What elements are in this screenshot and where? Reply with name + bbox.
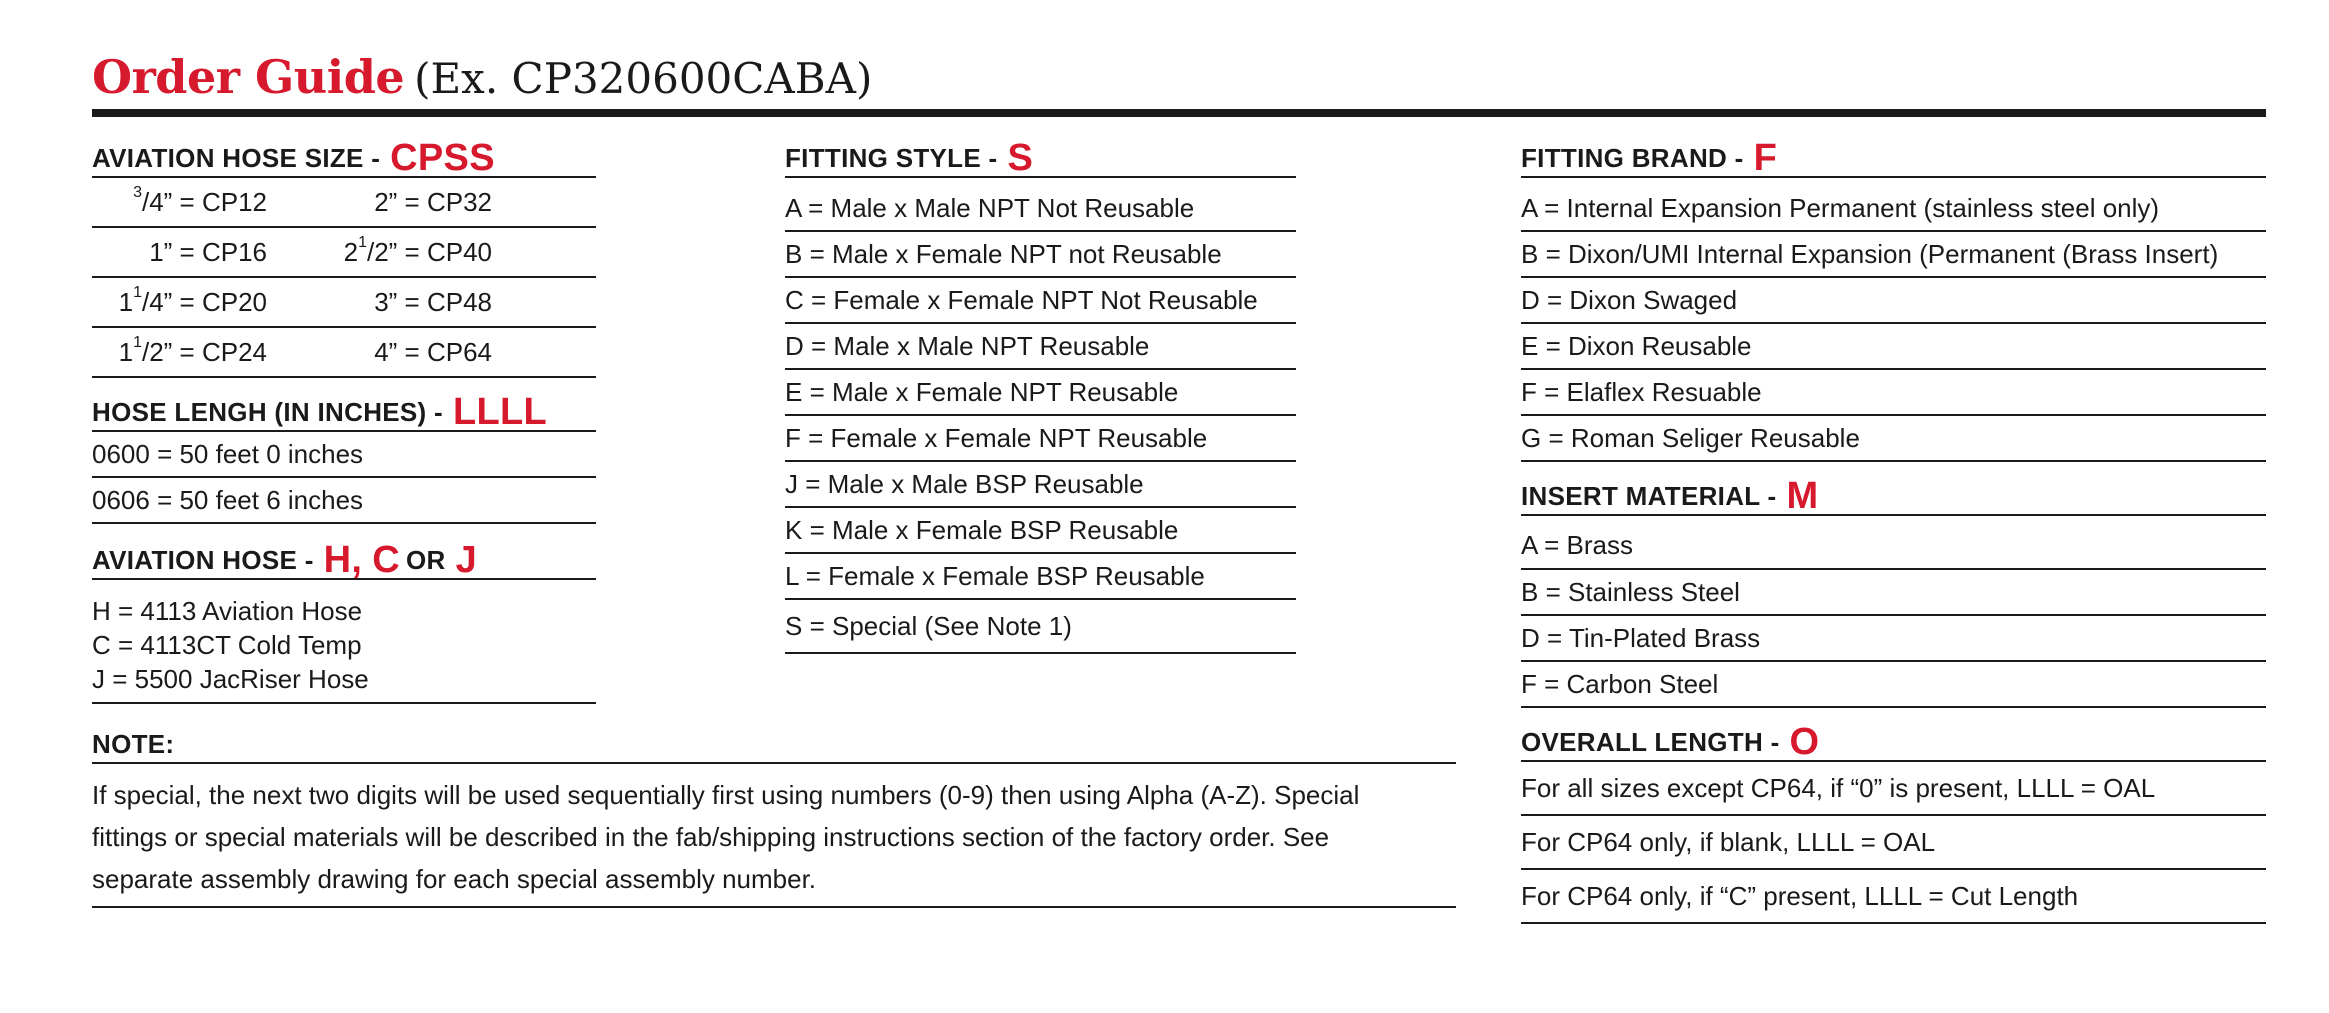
hose-item: H = 4113 Aviation Hose [92,596,363,626]
brand-row: G = Roman Seliger Reusable [1521,416,2266,462]
insert-row: B = Stainless Steel [1521,570,2266,616]
style-row: E = Male x Female NPT Reusable [785,370,1296,416]
insert-row: F = Carbon Steel [1521,662,2266,708]
insert-row: D = Tin-Plated Brass [1521,616,2266,662]
size-table [92,178,596,378]
size-row [92,228,596,278]
size-cell: $^3$/4” = CP12 [133,183,267,217]
size-row [92,328,596,378]
size-code: CPSS [390,137,495,179]
overall-row: For CP64 only, if blank, LLLL = OAL [1521,816,2266,870]
note-section [92,718,1456,908]
size-cell: 3” = CP48 [374,286,492,317]
title-divider [92,109,2266,117]
hose-code-h: H [323,539,352,581]
size-cell: $2^1/2$” = CP40 [343,233,492,267]
insert-row: A = Brass [1521,516,2266,570]
size-row [92,278,596,328]
title-example: (Ex. CP320600CABA) [414,54,873,103]
style-row: F = Female x Female NPT Reusable [785,416,1296,462]
note-heading: NOTE: [92,718,1456,764]
brand-code: F [1753,137,1778,179]
length-heading [92,378,596,432]
insert-code: M [1786,475,1819,517]
hose-heading [92,524,596,580]
style-section [785,128,1296,654]
size-cell: 4” = CP64 [374,336,492,367]
brand-row: D = Dixon Swaged [1521,278,2266,324]
hose-item: J = 5500 JacRiser Hose [92,664,369,694]
brand-row: B = Dixon/UMI Internal Expansion (Permanent (Brass Insert) [1521,232,2266,278]
length-heading-label: HOSE LENGH (IN INCHES) - [92,397,443,427]
hose-or: OR [406,545,446,575]
overall-row: For all sizes except CP64, if “0” is present, LLLL = OAL [1521,762,2266,816]
hose-code-c: C [372,539,401,581]
brand-row: A = Internal Expansion Permanent (stainless steel only) [1521,178,2266,232]
style-row: D = Male x Male NPT Reusable [785,324,1296,370]
size-row [92,178,596,228]
note-line: separate assembly drawing for each special assembly number. [92,864,817,894]
overall-heading-label: OVERALL LENGTH - [1521,727,1780,757]
size-cell: $1^1/4$” = CP20 [118,283,267,317]
style-row: S = Special (See Note 1) [785,600,1296,654]
hose-comma: , [351,539,363,581]
style-heading-label: FITTING STYLE - [785,143,998,173]
length-row: 0600 = 50 feet 0 inches [92,432,596,478]
hose-code-j: J [455,539,478,581]
length-code: LLLL [453,391,548,433]
overall-row: For CP64 only, if “C” present, LLLL = Cut Length [1521,870,2266,924]
brand-row: E = Dixon Reusable [1521,324,2266,370]
title-main: Order Guide [92,50,405,104]
insert-heading [1521,462,2266,516]
size-cell: 1” = CP16 [149,236,267,267]
style-row: B = Male x Female NPT not Reusable [785,232,1296,278]
note-body [92,764,1456,908]
brand-heading-label: FITTING BRAND - [1521,143,1744,173]
insert-heading-label: INSERT MATERIAL - [1521,481,1777,511]
hose-item: C = 4113CT Cold Temp [92,630,362,660]
brand-row: F = Elaflex Resuable [1521,370,2266,416]
note-line: If special, the next two digits will be used sequentially first using numbers (0-9) then using Alpha (A-Z). Special [92,780,1360,810]
hose-heading-label: AVIATION HOSE - [92,545,314,575]
style-row: J = Male x Male BSP Reusable [785,462,1296,508]
size-heading [92,128,596,178]
size-cell: $1^1/2$” = CP24 [118,333,267,367]
style-row: A = Male x Male NPT Not Reusable [785,178,1296,232]
style-code: S [1007,137,1034,179]
page-title [92,50,872,104]
brand-heading [1521,128,2266,178]
style-row: L = Female x Female BSP Reusable [785,554,1296,600]
length-row: 0606 = 50 feet 6 inches [92,478,596,524]
style-row: C = Female x Female NPT Not Reusable [785,278,1296,324]
size-cell: 2” = CP32 [374,186,492,217]
hose-list [92,580,596,704]
style-row: K = Male x Female BSP Reusable [785,508,1296,554]
size-heading-label: AVIATION HOSE SIZE - [92,143,381,173]
note-line: fittings or special materials will be described in the fab/shipping instructions section of the factory order. See [92,822,1330,852]
style-heading [785,128,1296,178]
overall-code: O [1789,721,1820,763]
overall-heading [1521,708,2266,762]
brand-section [1521,128,2266,924]
size-section [92,128,596,704]
